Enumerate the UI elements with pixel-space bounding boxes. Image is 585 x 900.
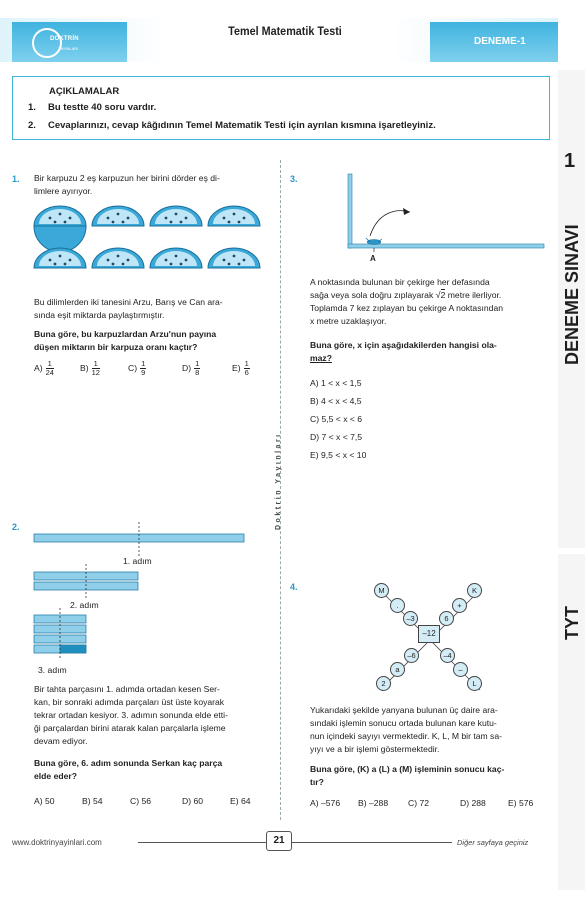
q3-option-a[interactable]: A) 1 < x < 1,5 — [310, 378, 362, 388]
q4-text-line: Yukarıdaki şekilde yanyana bulunan üç daire ara- — [310, 705, 498, 715]
q3-option-c[interactable]: C) 5,5 < x < 6 — [310, 414, 363, 424]
instruction-item: 1. Bu testte 40 soru vardır. — [28, 102, 157, 113]
point-a-label: A — [370, 254, 376, 263]
q2-option-b[interactable]: B) 54 — [82, 796, 103, 806]
exam-label: DENEME-1 — [474, 36, 526, 47]
q3-option-e[interactable]: E) 9,5 < x < 10 — [310, 450, 367, 460]
grasshopper-icon — [366, 238, 382, 245]
q2-option-a[interactable]: A) 50 — [34, 796, 55, 806]
watermelon-slice — [208, 248, 260, 268]
q4-option-d[interactable]: D) 288 — [460, 798, 486, 808]
q2-text-line: Bir tahta parçasını 1. adımda ortadan kesen Ser- — [34, 684, 220, 694]
q4-question-line: Buna göre, (K) a (L) a (M) işleminin sonucu kaç- — [310, 764, 505, 774]
watermelon-slice — [92, 248, 144, 268]
grasshopper-figure — [346, 172, 546, 262]
question-number: 3. — [290, 174, 298, 184]
q1-option-e[interactable]: E) $\frac{1}{6}$ — [232, 359, 249, 377]
q1-text-line: Bu dilimlerden iki tanesini Arzu, Barış ve Can ara- — [34, 297, 223, 307]
q2-question-line: elde eder? — [34, 771, 77, 781]
node-minus4: –4 — [440, 648, 455, 663]
q1-question-line: düşen miktarın bir karpuza oranı kaçtır? — [34, 342, 198, 352]
vertical-brand-wrap — [275, 412, 287, 532]
q4-option-a[interactable]: A) –576 — [310, 798, 341, 808]
page-number: 21 — [266, 831, 292, 851]
side-tab-tyt: TYT — [562, 606, 582, 640]
test-title: Temel Matematik Testi — [228, 24, 342, 38]
side-tab-label-wrap — [560, 170, 585, 370]
q1-option-c[interactable]: C) $\frac{1}{9}$ — [128, 359, 146, 377]
q3-text-line: sağa veya sola doğru zıplayarak √2 metre ilerliyor. — [310, 290, 502, 300]
side-tab-number: 1 — [564, 150, 576, 172]
question-number: 4. — [290, 582, 298, 592]
q1-option-a[interactable]: A) $\frac{1}{24}$ — [34, 359, 54, 377]
watermelon-slice — [208, 206, 260, 226]
q3-option-b[interactable]: B) 4 < x < 4,5 — [310, 396, 362, 406]
q1-text-line: sında eşit miktarda paylaştırmıştır. — [34, 310, 165, 320]
q4-question-line: tır? — [310, 777, 324, 787]
q3-text-line: A noktasında bulunan bir çekirge her defasında — [310, 277, 490, 287]
question-number: 1. — [12, 174, 20, 184]
q2-option-d[interactable]: D) 60 — [182, 796, 204, 806]
side-tab-label: DENEME SINAVI — [562, 224, 582, 365]
node-minus3: –3 — [403, 611, 418, 626]
logo-text: DOKTRİN — [50, 36, 79, 42]
q1-option-d[interactable]: D) $\frac{1}{8}$ — [182, 359, 200, 377]
footer-url[interactable]: www.doktrinyayinlari.com — [12, 838, 102, 847]
watermelon-slice — [150, 206, 202, 226]
q2-text-line: kan, bir sonraki adımda parçaları üst üste koyarak — [34, 697, 225, 707]
instructions-title: AÇIKLAMALAR — [49, 86, 120, 97]
wood-cutting-figure — [34, 520, 254, 670]
q1-text-line: Bir karpuzu 2 eş karpuzun her birini dörder eş di- — [34, 173, 220, 183]
footer-divider — [292, 842, 452, 843]
question-number: 2. — [12, 522, 20, 532]
node-plus: + — [452, 598, 467, 613]
q4-option-e[interactable]: E) 576 — [508, 798, 534, 808]
step-label: 3. adım — [38, 665, 67, 675]
q2-text-line: ği parçalardan birini atarak kalan parçalarla işleme — [34, 723, 226, 733]
q3-text-line: Toplamda 7 kez zıplayan bu çekirge A noktasından — [310, 303, 504, 313]
publisher-logo — [12, 22, 127, 62]
q3-text-line: x metre uzaklaşıyor. — [310, 316, 387, 326]
node-a: a — [390, 662, 405, 677]
q3-question-line: Buna göre, x için aşağıdakilerden hangisi ola- — [310, 340, 497, 350]
q4-text-line: yıyı ve a bir işlemi göstermektedir. — [310, 744, 440, 754]
q2-text-line: tekrar ortadan kesiyor. 3. adımın sonunda elde etti- — [34, 710, 228, 720]
node-l: L — [467, 676, 482, 691]
q1-question-line: Buna göre, bu karpuzlardan Arzu'nun payına — [34, 329, 217, 339]
q3-option-d[interactable]: D) 7 < x < 7,5 — [310, 432, 363, 442]
q4-option-c[interactable]: C) 72 — [408, 798, 430, 808]
q4-text-line: nun içindeki sayıyı vermektedir. K, L, M bir tam sa- — [310, 731, 502, 741]
q1-option-b[interactable]: B) $\frac{1}{12}$ — [80, 359, 100, 377]
q1-text-line: limlere ayırıyor. — [34, 186, 93, 196]
node-minus: – — [453, 662, 468, 677]
node-minus6: –6 — [404, 648, 419, 663]
watermelon-slices-figure — [30, 204, 270, 284]
q2-question-line: Buna göre, 6. adım sonunda Serkan kaç parça — [34, 758, 223, 768]
q2-text-line: devam ediyor. — [34, 736, 88, 746]
watermelon-slice — [34, 206, 86, 226]
logo-subtext: YAYINLARI — [58, 46, 79, 51]
node-two: 2 — [376, 676, 391, 691]
node-dot: . — [390, 598, 405, 613]
q2-option-c[interactable]: C) 56 — [130, 796, 152, 806]
next-page-note: Diğer sayfaya geçiniz — [457, 838, 529, 847]
q4-option-b[interactable]: B) –288 — [358, 798, 389, 808]
side-tab-gap — [558, 548, 585, 554]
node-m: M — [374, 583, 389, 598]
watermelon-slice — [34, 248, 86, 268]
center-box: –12 — [418, 625, 440, 643]
vertical-brand: Doktrin Yayınları — [275, 432, 282, 530]
instruction-item: 2. Cevaplarınızı, cevap kâğıdının Temel Matematik Testi için ayrılan kısmına işaretleyiniz. — [28, 120, 436, 131]
step-label: 1. adım — [123, 556, 152, 566]
q4-text-line: sındaki işlemin sonucu ortada bulunan kare kutu- — [310, 718, 497, 728]
watermelon-slice — [150, 248, 202, 268]
watermelon-slice — [92, 206, 144, 226]
node-six: 6 — [439, 611, 454, 626]
board-piece-removed — [60, 645, 86, 653]
footer-divider — [138, 842, 266, 843]
q3-question-line: maz? — [310, 353, 332, 363]
q2-option-e[interactable]: E) 64 — [230, 796, 251, 806]
logo-circle-icon — [32, 28, 62, 58]
node-k: K — [467, 583, 482, 598]
step-label: 2. adım — [70, 600, 99, 610]
